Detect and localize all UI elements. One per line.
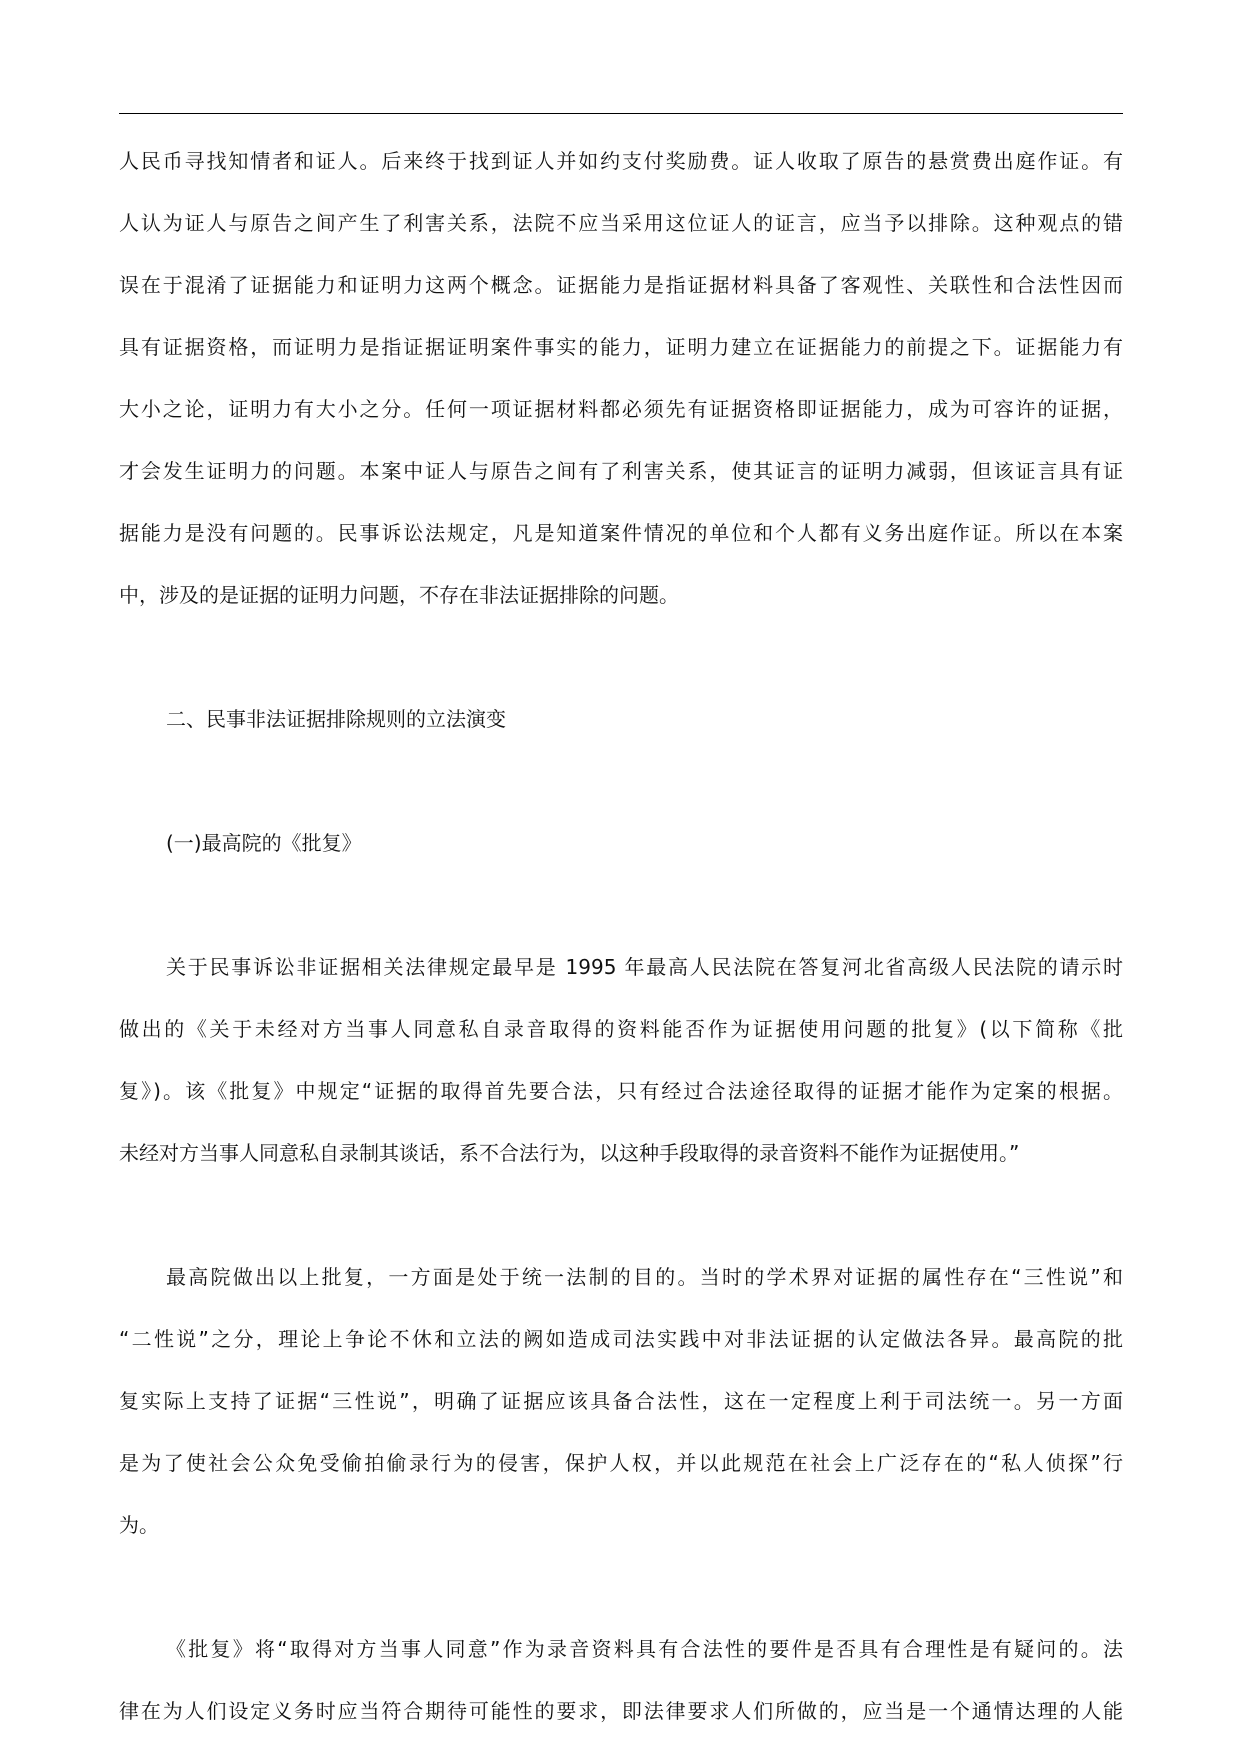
text-line: 最高院做出以上批复，一方面是处于统一法制的目的。当时的学术界对证据的属性存在“三性说”和 bbox=[166, 1265, 1123, 1289]
text-line: 律在为人们设定义务时应当符合期待可能性的要求，即法律要求人们所做的，应当是一个通情达理的人能 bbox=[119, 1699, 1123, 1723]
text-line: 人认为证人与原告之间产生了利害关系，法院不应当采用这位证人的证言，应当予以排除。这种观点的错 bbox=[119, 211, 1123, 235]
text-line: 复》)。该《批复》中规定“证据的取得首先要合法，只有经过合法途径取得的证据才能作为定案的根据。 bbox=[119, 1079, 1123, 1103]
text-line: 做出的《关于未经对方当事人同意私自录音取得的资料能否作为证据使用问题的批复》(以下简称《批 bbox=[119, 1017, 1123, 1041]
text-line: 为。 bbox=[119, 1513, 159, 1537]
text-line: 人民币寻找知情者和证人。后来终于找到证人并如约支付奖励费。证人收取了原告的悬赏费出庭作证。有 bbox=[119, 149, 1123, 173]
paragraph-gap bbox=[119, 1563, 1123, 1625]
paragraph bbox=[119, 137, 1123, 633]
text-line: 误在于混淆了证据能力和证明力这两个概念。证据能力是指证据材料具备了客观性、关联性和合法性因而 bbox=[119, 273, 1123, 297]
paragraph-gap bbox=[119, 757, 1123, 819]
paragraph-gap bbox=[119, 633, 1123, 695]
text-line: 关于民事诉讼非证据相关法律规定最早是 1995 年最高人民法院在答复河北省高级人民法院的请示时 bbox=[166, 955, 1123, 979]
text-line: 大小之论，证明力有大小之分。任何一项证据材料都必须先有证据资格即证据能力，成为可容许的证据， bbox=[119, 397, 1123, 421]
header-rule bbox=[119, 113, 1123, 114]
paragraph bbox=[119, 943, 1123, 1191]
document-body bbox=[119, 137, 1123, 1749]
paragraph-gap bbox=[119, 881, 1123, 943]
paragraph-gap bbox=[119, 1191, 1123, 1253]
paragraph bbox=[119, 1253, 1123, 1563]
text-line: 是为了使社会公众免受偷拍偷录行为的侵害，保护人权，并以此规范在社会上广泛存在的“私人侦探”行 bbox=[119, 1451, 1123, 1475]
text-line: 《批复》将“取得对方当事人同意”作为录音资料具有合法性的要件是否具有合理性是有疑问的。法 bbox=[166, 1637, 1123, 1661]
paragraph bbox=[119, 1625, 1123, 1749]
text-line: 具有证据资格，而证明力是指证据证明案件事实的能力，证明力建立在证据能力的前提之下。证据能力有 bbox=[119, 335, 1123, 359]
text-line: 复实际上支持了证据“三性说”，明确了证据应该具备合法性，这在一定程度上利于司法统一。另一方面 bbox=[119, 1389, 1123, 1413]
section-heading: 二、民事非法证据排除规则的立法演变 bbox=[166, 707, 506, 731]
text-line: “二性说”之分，理论上争论不休和立法的阙如造成司法实践中对非法证据的认定做法各异。最高院的批 bbox=[119, 1327, 1123, 1351]
text-line: 未经对方当事人同意私自录制其谈话，系不合法行为，以这种手段取得的录音资料不能作为证据使用。” bbox=[119, 1141, 1020, 1165]
subsection-heading: (一)最高院的《批复》 bbox=[166, 831, 362, 855]
text-line: 才会发生证明力的问题。本案中证人与原告之间有了利害关系，使其证言的证明力减弱，但该证言具有证 bbox=[119, 459, 1123, 483]
text-line: 据能力是没有问题的。民事诉讼法规定，凡是知道案件情况的单位和个人都有义务出庭作证。所以在本案 bbox=[119, 521, 1123, 545]
text-line: 中，涉及的是证据的证明力问题，不存在非法证据排除的问题。 bbox=[119, 583, 679, 607]
